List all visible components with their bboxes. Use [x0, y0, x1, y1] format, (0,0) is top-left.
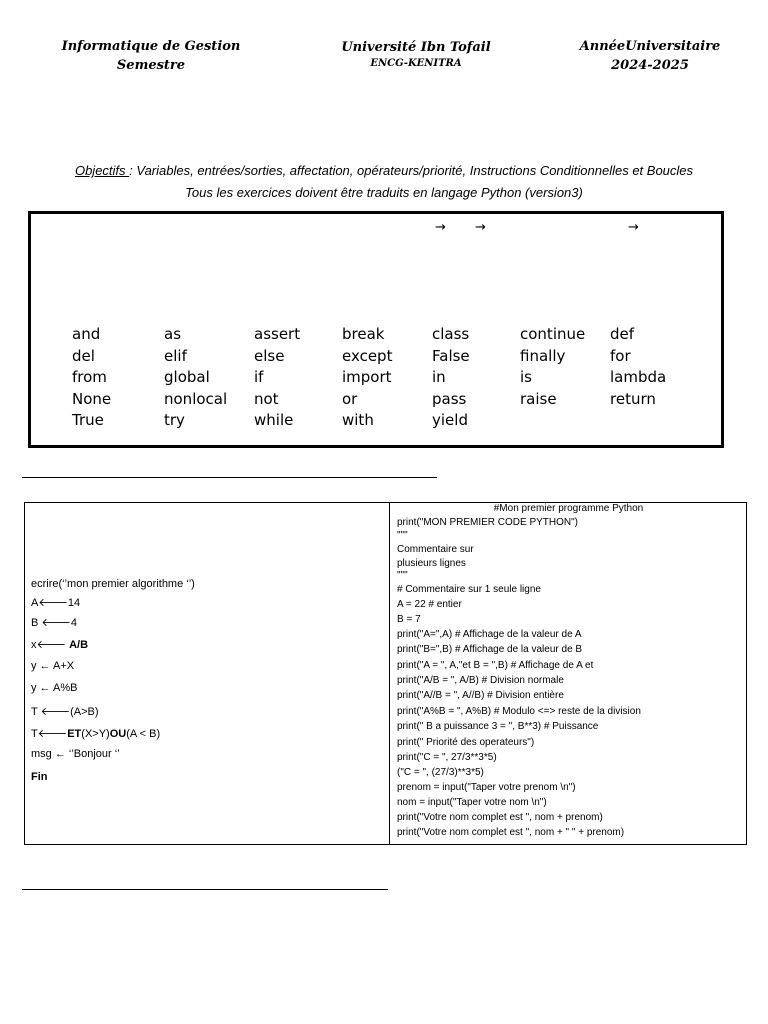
code-title: #Mon premier programme Python [493, 503, 644, 514]
keyword: continue [520, 325, 586, 343]
keyword: while [254, 411, 294, 430]
code-line: print("A = ", A,"et B = ",B) # Affichage de A et [397, 660, 594, 671]
keyword-column [72, 324, 111, 432]
code-line: print(" B a puissance 3 = ", B**3) # Puissance [397, 721, 599, 732]
arrow-icon: → [435, 220, 446, 235]
keyword: lambda [610, 368, 667, 387]
comparison-table [24, 502, 747, 845]
table-column-divider [389, 502, 390, 845]
keyword: for [610, 346, 631, 365]
keyword: import [342, 368, 392, 387]
keyword: if [254, 368, 264, 387]
algo-text: (A < B) [126, 728, 161, 740]
header-school: ENCG-KENITRA [370, 58, 462, 69]
keyword: None [72, 389, 112, 408]
code-line: print("A=",A) # Affichage de la valeur de A [397, 629, 582, 640]
code-line: print("MON PREMIER CODE PYTHON") [397, 517, 579, 528]
header-year-label: AnnéeUniversitaire [579, 39, 721, 54]
arrow-icon: → [475, 220, 486, 235]
header-semester: Semestre [116, 58, 186, 73]
header-year: 2024-2025 [611, 58, 689, 73]
answer-rule [22, 477, 437, 478]
code-line: print("B=",B) # Affichage de la valeur de B [397, 644, 583, 655]
code-line: plusieurs lignes [397, 558, 466, 569]
keyword-column [432, 324, 470, 432]
keyword: or [342, 389, 358, 408]
keyword: def [610, 325, 635, 343]
algo-line: y ← A%B [31, 682, 78, 694]
objectives-label: Objectifs [74, 163, 130, 178]
keyword: True [72, 411, 104, 430]
keyword: not [254, 389, 279, 408]
keyword-column [520, 324, 585, 410]
code-line: B = 7 [397, 614, 421, 625]
keyword: from [72, 368, 107, 387]
keyword: assert [254, 325, 301, 343]
algo-expression: A/B [69, 639, 89, 651]
keyword: global [164, 368, 210, 387]
keyword: in [432, 368, 446, 387]
objectives-line [0, 163, 768, 178]
algo-line: A🡐14 [31, 597, 81, 609]
algo-line: msg ← ‘’Bonjour ‘’ [31, 748, 120, 760]
header-university: Université Ibn Tofail [341, 40, 491, 55]
code-line: """ [397, 570, 408, 581]
code-line: A = 22 # entier [397, 599, 462, 610]
keyword: finally [520, 346, 566, 365]
code-line: prenom = input("Taper votre prenom \n") [397, 782, 576, 793]
code-line: print("A//B = ", A//B) # Division entière [397, 690, 564, 701]
keyword-column [164, 324, 227, 432]
code-line: # Commentaire sur 1 seule ligne [397, 584, 541, 595]
keyword-column [254, 324, 300, 432]
algo-text: (X>Y) [81, 728, 110, 740]
code-line: print(" Priorité des operateurs") [397, 737, 535, 748]
objectives-text: : Variables, entrées/sorties, affectation, opérateurs/priorité, Instructions Conditionnelles et Boucles [129, 163, 694, 178]
keyword-column [342, 324, 392, 432]
keyword: is [520, 368, 532, 387]
algo-end: Fin [31, 771, 48, 783]
code-line: print("Votre nom complet est ", nom + prenom) [397, 812, 603, 823]
code-line: """ [397, 530, 408, 541]
keyword: yield [432, 411, 468, 430]
arrow-icon: → [628, 220, 639, 235]
algo-line [31, 726, 160, 740]
keyword-column [610, 324, 666, 410]
keyword: as [164, 325, 182, 343]
algo-keyword: OU [109, 728, 127, 740]
algo-text: x🡐 [31, 639, 70, 651]
algo-line: T 🡐(A>B) [31, 706, 99, 718]
keyword: raise [520, 389, 557, 408]
keyword: del [72, 346, 95, 365]
header-right [560, 37, 740, 75]
keyword: else [254, 346, 285, 365]
code-line: print("Votre nom complet est ", nom + " " + prenom) [397, 827, 625, 838]
code-line: nom = input("Taper votre nom \n") [397, 797, 547, 808]
keyword: try [164, 411, 185, 430]
code-line: Commentaire sur [397, 544, 474, 555]
code-line: print("A%B = ", A%B) # Modulo <=> reste de la division [397, 706, 641, 717]
algo-keyword: ET [67, 728, 82, 740]
keyword: pass [432, 389, 467, 408]
keyword: False [432, 346, 470, 365]
keyword: break [342, 325, 385, 343]
header-left [40, 37, 262, 75]
keyword: nonlocal [164, 389, 228, 408]
algo-line: y ← A+X [31, 660, 75, 672]
keyword: class [432, 325, 470, 343]
keyword: with [342, 411, 374, 430]
algo-text: T🡐 [31, 728, 68, 740]
code-line: ("C = ", (27/3)**3*5) [397, 767, 484, 778]
keyword: and [72, 325, 101, 343]
answer-rule [22, 889, 388, 890]
algo-line [31, 637, 88, 651]
keyword: except [342, 346, 393, 365]
algo-line: ecrire(‘’mon premier algorithme ‘’) [31, 578, 195, 590]
code-line: print("C = ", 27/3**3*5) [397, 752, 497, 763]
code-line: print("A/B = ", A/B) # Division normale [397, 675, 564, 686]
keyword: return [610, 389, 656, 408]
header-center [318, 38, 514, 71]
objectives-instruction: Tous les exercices doivent être traduits en langage Python (version3) [185, 185, 583, 200]
header-department: Informatique de Gestion [61, 39, 241, 54]
algo-line: B 🡐4 [31, 617, 78, 629]
keyword: elif [164, 346, 187, 365]
